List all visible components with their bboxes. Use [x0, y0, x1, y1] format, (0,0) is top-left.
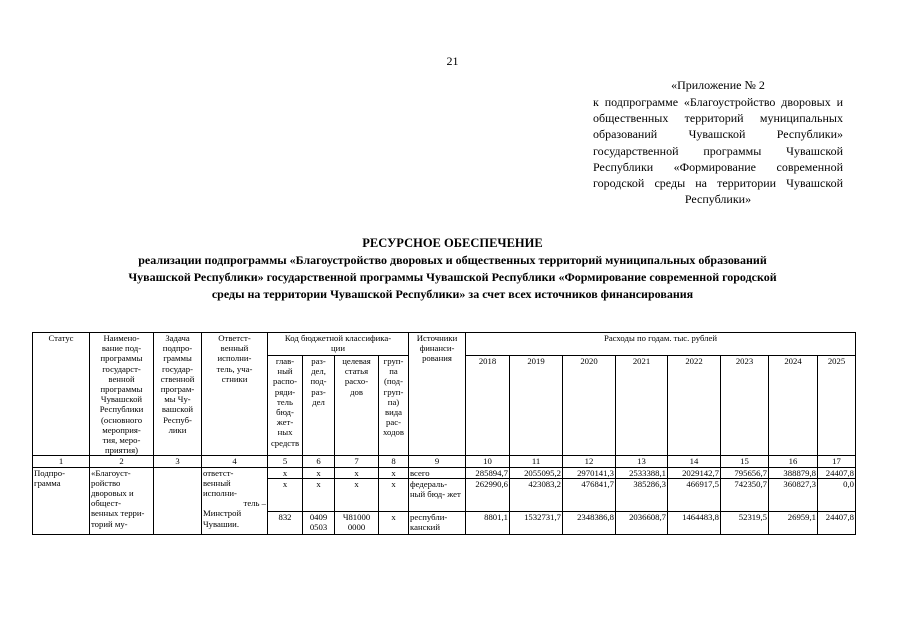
- value-cell: 2055095,2: [510, 467, 563, 478]
- cell-text-line: Наимено-: [103, 333, 140, 343]
- cell-text-line: (под-: [384, 376, 403, 387]
- task-cell: [154, 467, 202, 534]
- cell-text-line: ответст-: [203, 467, 234, 478]
- value-cell: 1464483,8: [668, 511, 721, 534]
- cell-text-line: Источники: [416, 333, 458, 343]
- group-cell: x: [379, 511, 409, 534]
- group-cell: x: [379, 467, 409, 478]
- cell-text-line: Чувашии.: [203, 518, 239, 529]
- name-cell: [90, 467, 154, 534]
- header-grbs: [268, 356, 303, 456]
- cell-text-line: ственной: [160, 373, 195, 384]
- document-title: РЕСУРСНОЕ ОБЕСПЕЧЕНИЕ: [362, 236, 543, 250]
- header-year: 2020: [563, 356, 616, 456]
- cell-text-line: стники: [221, 373, 248, 384]
- cell-text-line: венный: [203, 477, 231, 488]
- target-cell: x: [335, 478, 379, 511]
- cell-text-line: расхо-: [344, 376, 369, 387]
- cell-text-line: грамма: [34, 477, 61, 488]
- column-number: 5: [268, 456, 303, 467]
- value-cell: 52319,5: [721, 511, 769, 534]
- cell-text-line: груп-: [383, 356, 404, 366]
- cell-text-line: Респуб-: [163, 414, 192, 425]
- cell-text-line: под-: [310, 376, 327, 387]
- header-budget-code: [268, 333, 409, 356]
- cell-text-line: жет-: [276, 417, 294, 428]
- header-year: 2021: [616, 356, 668, 456]
- cell-text-line: ходов: [383, 427, 404, 438]
- value-cell: 26959,1: [769, 511, 818, 534]
- responsible-cell: [202, 467, 268, 534]
- cell-text-line: вание под-: [101, 343, 142, 354]
- cell-text-line: исполни-: [203, 488, 237, 499]
- header-expenses: Расходы по годам. тыс. рублей: [466, 333, 856, 356]
- cell-text-line: государ-: [162, 363, 193, 374]
- cell-text-line: мероприя-: [102, 424, 141, 435]
- value-cell: 423083,2: [510, 478, 563, 511]
- cell-text-line: глав-: [275, 356, 295, 366]
- value-cell: 2029142,7: [668, 467, 721, 478]
- column-number: 7: [335, 456, 379, 467]
- value-cell: 742350,7: [721, 478, 769, 511]
- cell-text-line: граммы: [163, 353, 192, 364]
- value-cell: 360827,3: [769, 478, 818, 511]
- column-number: 17: [818, 456, 856, 467]
- header-status: Статус: [33, 333, 90, 456]
- cell-text-line: тель –: [243, 498, 266, 509]
- header-year: 2023: [721, 356, 769, 456]
- grbs-cell: x: [268, 478, 303, 511]
- column-number: 14: [668, 456, 721, 467]
- column-number: 10: [466, 456, 510, 467]
- header-year: 2018: [466, 356, 510, 456]
- cell-text-line: тель, уча-: [216, 363, 253, 374]
- cell-text-line: Чувашской: [100, 394, 143, 405]
- header-year: 2025: [818, 356, 856, 456]
- cell-text-line: па: [389, 366, 398, 377]
- cell-text-line: финанси-: [419, 343, 455, 354]
- cell-text-line: программы: [100, 384, 143, 395]
- column-number: 2: [90, 456, 154, 467]
- value-cell: 388879,8: [769, 467, 818, 478]
- cell-text-line: дворовых и: [91, 488, 134, 499]
- value-cell: 385286,3: [616, 478, 668, 511]
- section-cell: x: [303, 467, 335, 478]
- cell-text-line: статья: [344, 366, 369, 377]
- cell-text-line: подпро-: [162, 343, 193, 354]
- cell-text-line: целевая: [342, 356, 371, 366]
- resource-table: [32, 332, 856, 535]
- subtitle-line: реализации подпрограммы «Благоустройство дворовых и общественных территорий муниципальных образований: [138, 253, 767, 267]
- cell-text-line: средств: [270, 437, 300, 448]
- value-cell: 1532731,7: [510, 511, 563, 534]
- cell-text-line: тель: [277, 396, 293, 407]
- header-sources: [409, 333, 466, 456]
- grbs-cell: 832: [268, 511, 303, 534]
- cell-text-line: Ответст-: [218, 333, 251, 343]
- value-cell: 466917,5: [668, 478, 721, 511]
- cell-text-line: раз-: [311, 386, 326, 397]
- target-cell: Ч81000 0000: [335, 511, 379, 534]
- cell-text-line: дов: [350, 386, 363, 397]
- cell-text-line: (основного: [100, 414, 143, 425]
- cell-text-line: государст-: [102, 363, 141, 374]
- column-number: 8: [379, 456, 409, 467]
- cell-text-line: Минстрой: [203, 508, 242, 519]
- column-number: 4: [202, 456, 268, 467]
- header-task: [154, 333, 202, 456]
- cell-text-line: рас-: [386, 417, 401, 428]
- header-name: [90, 333, 154, 456]
- cell-text-line: программы: [100, 353, 143, 364]
- column-number-row: [33, 456, 856, 467]
- header-year: 2024: [769, 356, 818, 456]
- cell-text-line: ряди-: [274, 386, 296, 397]
- cell-text-line: общест-: [91, 498, 122, 509]
- group-cell: x: [379, 478, 409, 511]
- value-cell: 795656,7: [721, 467, 769, 478]
- cell-text-line: ройство: [91, 477, 121, 488]
- value-cell: 476841,7: [563, 478, 616, 511]
- header-group: [379, 356, 409, 456]
- cell-text-line: исполни-: [217, 353, 252, 364]
- source-cell: республи- канский: [409, 511, 466, 534]
- cell-text-line: вашской: [161, 404, 194, 415]
- cell-text-line: тия, меро-: [102, 435, 141, 446]
- document-subtitle: [66, 252, 839, 303]
- header-year: 2022: [668, 356, 721, 456]
- cell-text-line: ции: [331, 343, 345, 354]
- cell-text-line: па): [387, 396, 400, 407]
- cell-text-line: распо-: [273, 376, 297, 387]
- cell-text-line: програм-: [160, 384, 195, 395]
- column-number: 11: [510, 456, 563, 467]
- status-cell: [33, 467, 90, 534]
- cell-text-line: лики: [168, 424, 187, 435]
- cell-text-line: торий му-: [91, 518, 128, 529]
- grbs-cell: x: [268, 467, 303, 478]
- value-cell: 24407,8: [818, 511, 856, 534]
- column-number: 12: [563, 456, 616, 467]
- cell-text-line: венных терри-: [91, 508, 145, 519]
- section-cell: x: [303, 478, 335, 511]
- cell-text-line: ных: [277, 427, 293, 438]
- column-number: 3: [154, 456, 202, 467]
- cell-text-line: ный: [277, 366, 293, 377]
- header-year: 2019: [510, 356, 563, 456]
- value-cell: 262990,6: [466, 478, 510, 511]
- cell-text-line: венный: [220, 343, 249, 354]
- column-number: 6: [303, 456, 335, 467]
- source-cell: федераль- ный бюд- жет: [409, 478, 466, 511]
- column-number: 9: [409, 456, 466, 467]
- value-cell: 0,0: [818, 478, 856, 511]
- header-responsible: [202, 333, 268, 456]
- appendix-body: к подпрограмме «Благоустройство дворовых и общественных территорий муниципальных образований Чувашской Республики» государственной программы Чувашской Республики «Формирование современной городской среды на территории Чувашской Республики»: [593, 95, 843, 207]
- value-cell: 8801,1: [466, 511, 510, 534]
- cell-text-line: дел,: [311, 366, 326, 377]
- value-cell: 285894,7: [466, 467, 510, 478]
- target-cell: x: [335, 467, 379, 478]
- cell-text-line: дел: [312, 396, 325, 407]
- cell-text-line: Республики: [99, 404, 144, 415]
- page-number: 21: [446, 54, 459, 68]
- appendix-title: «Приложение № 2: [671, 78, 765, 92]
- column-number: 13: [616, 456, 668, 467]
- section-cell: 0409 0503: [303, 511, 335, 534]
- cell-text-line: Задача: [165, 333, 190, 343]
- column-number: 15: [721, 456, 769, 467]
- column-number: 1: [33, 456, 90, 467]
- value-cell: 2970141,3: [563, 467, 616, 478]
- column-number: 16: [769, 456, 818, 467]
- cell-text-line: приятия): [105, 445, 138, 456]
- header-target: [335, 356, 379, 456]
- cell-text-line: венной: [108, 373, 135, 384]
- header-section: [303, 356, 335, 456]
- cell-text-line: раз-: [311, 356, 326, 366]
- subtitle-line: Чувашской Республики» государственной программы Чувашской Республики «Формирование современной городской: [128, 270, 777, 284]
- source-cell: всего: [409, 467, 466, 478]
- cell-text-line: вида: [384, 407, 403, 418]
- value-cell: 24407,8: [818, 467, 856, 478]
- table-row: [33, 467, 856, 478]
- value-cell: 2533388,1: [616, 467, 668, 478]
- cell-text-line: рования: [422, 353, 452, 364]
- cell-text-line: Подпро-: [34, 467, 66, 478]
- value-cell: 2348386,8: [563, 511, 616, 534]
- cell-text-line: «Благоуст-: [91, 467, 131, 478]
- value-cell: 2036608,7: [616, 511, 668, 534]
- cell-text-line: бюд-: [276, 407, 294, 418]
- cell-text-line: груп-: [383, 386, 404, 397]
- subtitle-line: среды на территории Чувашской Республики» за счет всех источников финансирования: [211, 287, 694, 301]
- cell-text-line: мы Чу-: [164, 394, 191, 405]
- cell-text-line: Код бюджетной классифика-: [284, 333, 392, 343]
